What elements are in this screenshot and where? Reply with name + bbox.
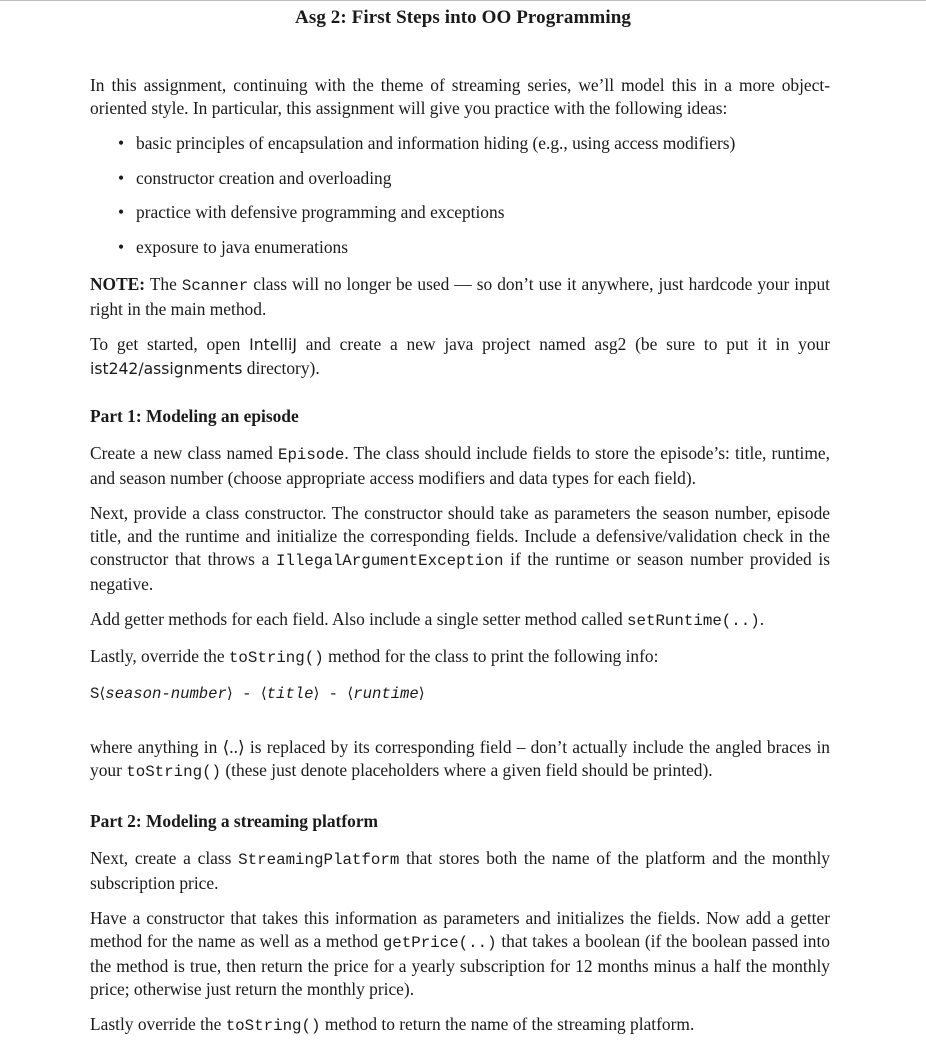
bullet-icon: •	[118, 202, 125, 222]
part1-paragraph-3: Add getter methods for each field. Also include a single setter method called setRuntime(..).	[90, 608, 765, 630]
ideas-list	[90, 132, 830, 259]
season-placeholder: season-number	[105, 684, 227, 703]
part1-paragraph-5: where anything in ⟨..⟩ is replaced by its corresponding field – don’t actually include the angled braces in your toString() (these just denote placeholders where a given field should be printed).	[90, 736, 831, 781]
title-placeholder: title	[266, 684, 314, 703]
code-exception: IllegalArgumentException	[275, 551, 504, 570]
code-getprice: getPrice(..)	[382, 933, 497, 952]
code-tostring: toString()	[225, 1016, 321, 1035]
tostring-format: S⟨season-number⟩ - ⟨title⟩ - ⟨runtime⟩	[90, 683, 425, 703]
part1-paragraph-1: Create a new class named Episode. The class should include fields to store the episode’s: title, runtime, and season number (choose appropriate access modifiers and data types for each field).	[90, 442, 830, 488]
runtime-placeholder: runtime	[353, 684, 419, 703]
part2-paragraph-2: Have a constructor that takes this information as parameters and initializes the fields. Now add a getter method for the name as well as a method getPrice(..) that takes a boolean (if the boolean passed into the method is true, then return the price for a yearly subscription for 12 months minus a half the monthly price; otherwise just return the monthly price).	[90, 907, 830, 999]
top-rule	[0, 0, 926, 1]
list-item: • exposure to java enumerations	[118, 236, 348, 257]
part1-paragraph-2: Next, provide a class constructor. The constructor should take as parameters the season number, episode title, and the runtime and initialize the corresponding fields. Include a defensive/validation check in the constructor that throws a IllegalArgumentException if the runtime or season number provided is negative.	[90, 502, 830, 594]
bullet-icon: •	[118, 167, 125, 188]
placeholder-marker: ⟨..⟩	[222, 736, 245, 757]
part1-heading: Part 1: Modeling an episode	[90, 405, 299, 426]
part2-heading: Part 2: Modeling a streaming platform	[90, 810, 379, 831]
document-title: Asg 2: First Steps into OO Programming	[295, 7, 631, 28]
getting-started-paragraph: To get started, open IntelliJ and create a new java project named asg2 (be sure to put it in your ist242/assignments directory).	[90, 333, 830, 378]
list-item: • basic principles of encapsulation and information hiding (e.g., using access modifiers)	[118, 133, 736, 153]
part2-paragraph-3: Lastly override the toString() method to return the name of the streaming platform.	[90, 1013, 695, 1035]
bullet-icon: •	[118, 236, 125, 257]
note-label: NOTE:	[90, 273, 146, 294]
code-episode: Episode	[277, 445, 345, 464]
part1-paragraph-4: Lastly, override the toString() method for the class to print the following info:	[90, 645, 659, 667]
code-tostring: toString()	[126, 762, 222, 781]
list-item: • constructor creation and overloading	[118, 167, 392, 188]
code-setruntime: setRuntime(..)	[627, 611, 760, 630]
code-scanner: Scanner	[181, 276, 249, 295]
ide-name: IntelliJ	[249, 335, 297, 354]
code-streamingplatform: StreamingPlatform	[238, 850, 400, 869]
part2-paragraph-1: Next, create a class StreamingPlatform that stores both the name of the platform and the monthly subscription price.	[90, 847, 830, 893]
code-tostring: toString()	[228, 648, 324, 667]
directory-path: ist242/assignments	[90, 359, 243, 378]
list-item: • practice with defensive programming and exceptions	[118, 202, 505, 222]
document-body	[90, 74, 830, 1050]
note-paragraph: NOTE: The Scanner class will no longer be used — so don’t use it anywhere, just hardcode your input right in the main method.	[90, 273, 830, 319]
intro-paragraph: In this assignment, continuing with the theme of streaming series, we’ll model this in a more object-oriented style. In particular, this assignment will give you practice with the following ideas:	[90, 75, 830, 118]
bullet-icon: •	[118, 133, 125, 153]
